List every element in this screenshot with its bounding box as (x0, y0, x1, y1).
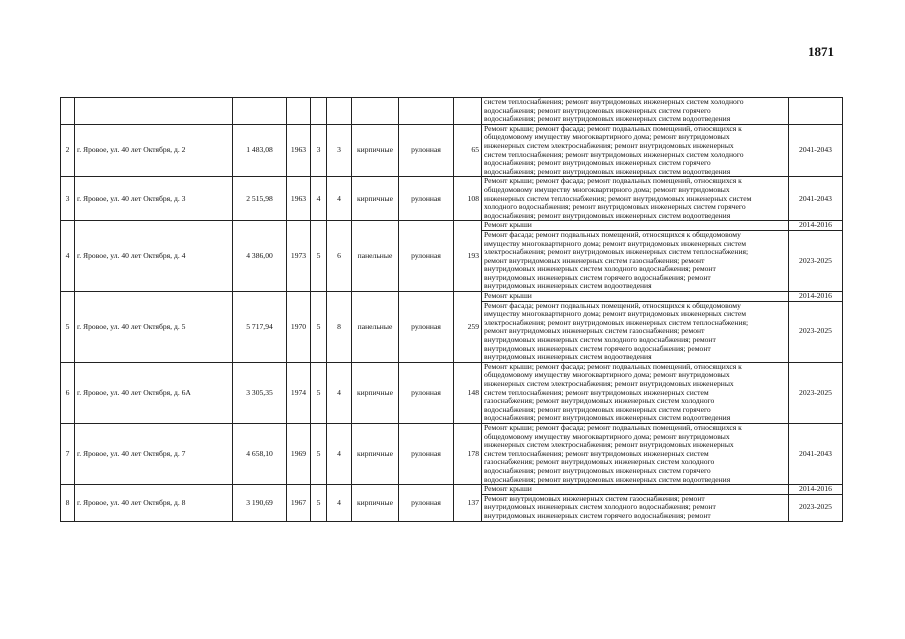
cell-period: 2041-2043 (789, 124, 843, 177)
cell-area: 1 483,08 (233, 124, 287, 177)
table-row (61, 362, 843, 423)
cell-walls: кирпичные (352, 362, 399, 423)
work-line: газоснабжения; ремонт внутридомовых инженерных систем холодного (484, 397, 715, 406)
work-line: Ремонт внутридомовых инженерных систем газоснабжения; ремонт (484, 494, 705, 503)
cell-num: 3 (61, 177, 75, 221)
work-line: водоснабжения; ремонт внутридомовых инженерных систем водоотведения (484, 115, 731, 124)
cell-floors: 4 (311, 177, 327, 221)
cell-roof: рулонная (399, 362, 454, 423)
cell-year: 1963 (287, 177, 311, 221)
table-body (61, 98, 843, 522)
work-line: электроснабжения; ремонт внутридомовых инженерных систем теплоснабжения; (484, 248, 749, 257)
work-line: общедомовому имуществу многоквартирного дома; ремонт внутридомовых (484, 432, 730, 441)
cell-period: 2014-2016 (789, 485, 843, 495)
cell-entrances: 6 (327, 221, 352, 292)
work-line: внутридомовых инженерных систем водоотведения (484, 282, 652, 291)
work-line: водоснабжения; ремонт внутридомовых инженерных систем горячего (484, 159, 711, 168)
cell-period: 2023-2025 (789, 301, 843, 362)
work-line: Ремонт фасада; ремонт подвальных помещений, относящихся к общедомовому (484, 230, 741, 239)
work-line: систем теплоснабжения; ремонт внутридомовых инженерных систем холодного (484, 98, 744, 106)
cell-works (482, 423, 789, 484)
cell-year: 1963 (287, 124, 311, 177)
cell-address: г. Яровое, ул. 40 лет Октября, д. 2 (75, 124, 233, 177)
work-line: Ремонт крыши (484, 485, 532, 494)
work-line: систем теплоснабжения; ремонт внутридомовых инженерных систем (484, 449, 709, 458)
cell-floors (311, 98, 327, 125)
cell-address: г. Яровое, ул. 40 лет Октября, д. 7 (75, 423, 233, 484)
cell-address: г. Яровое, ул. 40 лет Октября, д. 5 (75, 292, 233, 363)
work-line: электроснабжения; ремонт внутридомовых инженерных систем теплоснабжения; (484, 318, 749, 327)
cell-roof: рулонная (399, 221, 454, 292)
work-line: систем теплоснабжения; ремонт внутридомовых инженерных систем холодного (484, 150, 744, 159)
cell-year: 1974 (287, 362, 311, 423)
page-number: 1871 (808, 44, 834, 59)
cell-works (482, 301, 789, 362)
cell-year: 1973 (287, 221, 311, 292)
work-line: холодного водоснабжения; ремонт внутридомовых инженерных систем горячего (484, 203, 746, 212)
cell-works (482, 221, 789, 231)
cell-num: 5 (61, 292, 75, 363)
cell-walls: кирпичные (352, 423, 399, 484)
cell-period: 2023-2025 (789, 494, 843, 521)
work-line: Ремонт крыши; ремонт фасада; ремонт подвальных помещений, относящихся к (484, 362, 742, 371)
work-line: газоснабжения; ремонт внутридомовых инженерных систем холодного (484, 458, 715, 467)
work-line: внутридомовых инженерных систем водоотведения (484, 353, 652, 362)
cell-floors: 5 (311, 221, 327, 292)
work-line: Ремонт крыши (484, 221, 532, 230)
table-row (61, 485, 843, 495)
work-line: водоснабжения; ремонт внутридомовых инженерных систем водоотведения (484, 211, 731, 220)
work-line: инженерных систем электроснабжения; ремонт внутридомовых инженерных (484, 141, 734, 150)
work-line: Ремонт крыши (484, 292, 532, 301)
cell-entrances (327, 98, 352, 125)
table-row (61, 423, 843, 484)
cell-period (789, 98, 843, 125)
work-line: водоснабжения; ремонт внутридомовых инженерных систем горячего (484, 466, 711, 475)
cell-entrances: 4 (327, 423, 352, 484)
work-line: инженерных систем электроснабжения; ремонт внутридомовых инженерных (484, 380, 734, 388)
cell-walls: кирпичные (352, 485, 399, 521)
cell-works (482, 124, 789, 177)
work-line: имуществу многоквартирного дома; ремонт внутридомовых инженерных систем (484, 310, 747, 319)
work-line: общедомовому имуществу многоквартирного дома; ремонт внутридомовых (484, 185, 730, 194)
cell-year (287, 98, 311, 125)
work-line: водоснабжения; ремонт внутридомовых инженерных систем горячего (484, 405, 711, 414)
cell-address: г. Яровое, ул. 40 лет Октября, д. 3 (75, 177, 233, 221)
cell-works (482, 292, 789, 302)
cell-area: 3 305,35 (233, 362, 287, 423)
cell-flats: 178 (454, 423, 482, 484)
cell-flats: 193 (454, 221, 482, 292)
work-line: водоснабжения; ремонт внутридомовых инженерных систем водоотведения (484, 167, 731, 176)
cell-floors: 3 (311, 124, 327, 177)
cell-flats: 148 (454, 362, 482, 423)
cell-floors: 5 (311, 292, 327, 363)
cell-year: 1970 (287, 292, 311, 363)
work-line: внутридомовых инженерных систем холодного водоснабжения; ремонт (484, 503, 716, 512)
cell-entrances: 4 (327, 177, 352, 221)
work-line: водоснабжения; ремонт внутридомовых инженерных систем горячего (484, 106, 711, 115)
cell-walls: кирпичные (352, 177, 399, 221)
work-line: внутридомовых инженерных систем горячего водоснабжения; ремонт (484, 273, 711, 282)
cell-address: г. Яровое, ул. 40 лет Октября, д. 4 (75, 221, 233, 292)
cell-walls (352, 98, 399, 125)
cell-floors: 5 (311, 423, 327, 484)
cell-num: 7 (61, 423, 75, 484)
work-line: внутридомовых инженерных систем холодного водоснабжения; ремонт (484, 336, 716, 345)
cell-num: 6 (61, 362, 75, 423)
work-line: Ремонт фасада; ремонт подвальных помещений, относящихся к общедомовому (484, 301, 741, 310)
work-line: имуществу многоквартирного дома; ремонт внутридомовых инженерных систем (484, 239, 747, 248)
work-line: внутридомовых инженерных систем горячего водоснабжения; ремонт (484, 511, 711, 520)
cell-area (233, 98, 287, 125)
cell-entrances: 8 (327, 292, 352, 363)
cell-roof: рулонная (399, 177, 454, 221)
work-line: общедомовому имуществу многоквартирного дома; ремонт внутридомовых (484, 371, 730, 380)
table-row (61, 177, 843, 221)
table-row (61, 124, 843, 177)
cell-area: 2 515,98 (233, 177, 287, 221)
cell-entrances: 4 (327, 485, 352, 521)
work-line: инженерных систем теплоснабжения; ремонт внутридомовых инженерных систем (484, 194, 752, 203)
work-line: водоснабжения; ремонт внутридомовых инженерных систем водоотведения (484, 475, 731, 484)
work-line: ремонт внутридомовых инженерных систем газоснабжения; ремонт (484, 256, 705, 265)
table-row (61, 221, 843, 231)
work-line: Ремонт крыши; ремонт фасада; ремонт подвальных помещений, относящихся к (484, 177, 742, 186)
work-line: внутридомовых инженерных систем горячего водоснабжения; ремонт (484, 344, 711, 353)
work-line: водоснабжения; ремонт внутридомовых инженерных систем водоотведения (484, 414, 731, 423)
capital-repair-table (60, 97, 843, 522)
cell-flats: 137 (454, 485, 482, 521)
cell-walls: панельные (352, 221, 399, 292)
cell-floors: 5 (311, 485, 327, 521)
cell-period: 2014-2016 (789, 292, 843, 302)
cell-works (482, 230, 789, 291)
work-line: инженерных систем электроснабжения; ремонт внутридомовых инженерных (484, 441, 734, 450)
cell-area: 4 386,00 (233, 221, 287, 292)
cell-flats (454, 98, 482, 125)
work-line: общедомовому имуществу многоквартирного дома; ремонт внутридомовых (484, 133, 730, 142)
cell-period: 2041-2043 (789, 177, 843, 221)
work-line: Ремонт крыши; ремонт фасада; ремонт подвальных помещений, относящихся к (484, 423, 742, 432)
cell-period: 2041-2043 (789, 423, 843, 484)
cell-roof: рулонная (399, 423, 454, 484)
cell-area: 3 190,69 (233, 485, 287, 521)
table-row-continuation (61, 98, 843, 125)
cell-works (482, 362, 789, 423)
cell-entrances: 3 (327, 124, 352, 177)
table-row (61, 292, 843, 302)
work-line: внутридомовых инженерных систем холодного водоснабжения; ремонт (484, 265, 716, 274)
cell-walls: панельные (352, 292, 399, 363)
work-line: ремонт внутридомовых инженерных систем газоснабжения; ремонт (484, 327, 705, 336)
cell-address (75, 98, 233, 125)
work-line: Ремонт крыши; ремонт фасада; ремонт подвальных помещений, относящихся к (484, 124, 742, 133)
cell-address: г. Яровое, ул. 40 лет Октября, д. 6А (75, 362, 233, 423)
cell-works (482, 177, 789, 221)
cell-works (482, 494, 789, 521)
cell-year: 1967 (287, 485, 311, 521)
cell-num: 2 (61, 124, 75, 177)
cell-period: 2023-2025 (789, 230, 843, 291)
cell-area: 4 658,10 (233, 423, 287, 484)
work-line: систем теплоснабжения; ремонт внутридомовых инженерных систем (484, 388, 709, 397)
cell-period: 2014-2016 (789, 221, 843, 231)
cell-entrances: 4 (327, 362, 352, 423)
cell-address: г. Яровое, ул. 40 лет Октября, д. 8 (75, 485, 233, 521)
cell-roof: рулонная (399, 485, 454, 521)
cell-flats: 259 (454, 292, 482, 363)
cell-num: 4 (61, 221, 75, 292)
cell-num (61, 98, 75, 125)
cell-walls: кирпичные (352, 124, 399, 177)
cell-flats: 65 (454, 124, 482, 177)
cell-num: 8 (61, 485, 75, 521)
cell-works (482, 485, 789, 495)
cell-floors: 5 (311, 362, 327, 423)
cell-year: 1969 (287, 423, 311, 484)
cell-roof (399, 98, 454, 125)
cell-roof: рулонная (399, 124, 454, 177)
cell-works (482, 98, 789, 125)
cell-area: 5 717,94 (233, 292, 287, 363)
cell-roof: рулонная (399, 292, 454, 363)
cell-flats: 108 (454, 177, 482, 221)
cell-period: 2023-2025 (789, 362, 843, 423)
